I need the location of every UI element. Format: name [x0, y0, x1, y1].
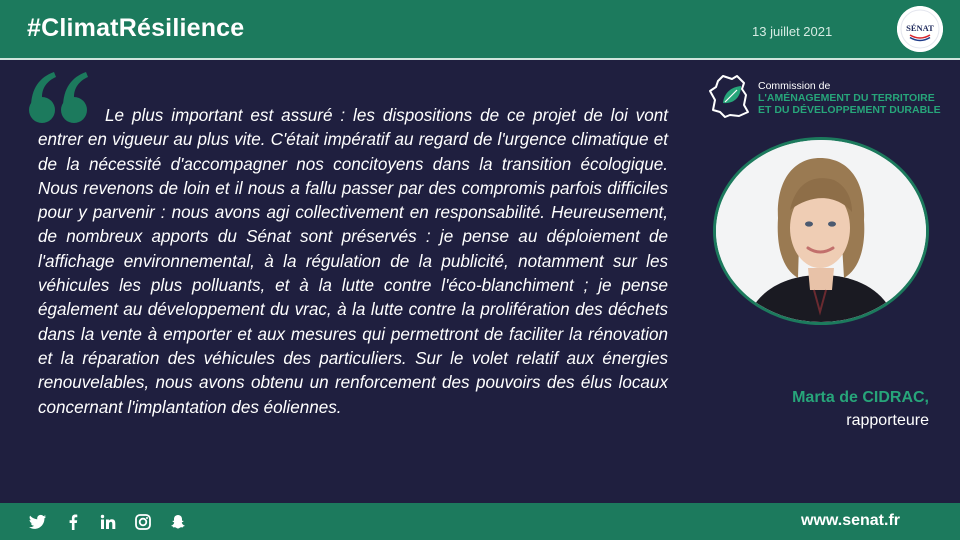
commission-name-line1: L'AMÉNAGEMENT DU TERRITOIRE	[758, 92, 935, 104]
person-role: rapporteure	[846, 412, 929, 429]
senat-logo[interactable]	[897, 6, 943, 52]
twitter-icon[interactable]	[28, 512, 48, 532]
footer-bar	[0, 503, 960, 540]
france-map-leaf-icon	[706, 72, 754, 120]
publication-date: 13 juillet 2021	[752, 24, 833, 39]
website-link[interactable]: www.senat.fr	[801, 512, 900, 529]
commission-name-line2: ET DU DÉVELOPPEMENT DURABLE	[758, 104, 941, 116]
commission-label: Commission de	[758, 80, 831, 92]
header-bar	[0, 0, 960, 60]
snapchat-icon[interactable]	[168, 512, 188, 532]
facebook-icon[interactable]	[63, 512, 83, 532]
portrait-frame	[713, 137, 933, 327]
social-links	[28, 512, 188, 532]
person-name: Marta de CIDRAC,	[792, 389, 929, 406]
portrait-photo	[713, 137, 929, 325]
hashtag-title: #ClimatRésilience	[27, 14, 245, 42]
instagram-icon[interactable]	[133, 512, 153, 532]
senat-logo-text: SÉNAT	[906, 23, 934, 33]
commission-logo	[706, 72, 946, 122]
quote-text: Le plus important est assuré : les dispositions de ce projet de loi vont entrer en vigueur au plus vite. C'était impératif au regard de l'urgence climatique et de la nécessité d'accompagner nos concitoyens dans la transition écologique. Nous revenons de loin et il nous a fallu passer par des compromis parfois difficiles pour y parvenir : nous avons agi collectivement en responsabilité. Heureusement, de nombreux apports du Sénat sont préservés : je pense au déploiement de l'affichage environnemental, à la régulation de la publicité, notamment sur les véhicules les plus polluants, et à la lutte contre l'éco-blanchiment ; je pense également au développement du vrac, à la lutte contre la prolifération des déchets dans la vente à emporter et aux mesures qui permettront de faciliter la rénovation et la réparation des véhicules des particuliers. Sur le volet relatif aux énergies renouvelables, nous avons obtenu un renforcement des pouvoirs des élus locaux concernant l'implantation des éoliennes.	[38, 106, 668, 417]
linkedin-icon[interactable]	[98, 512, 118, 532]
